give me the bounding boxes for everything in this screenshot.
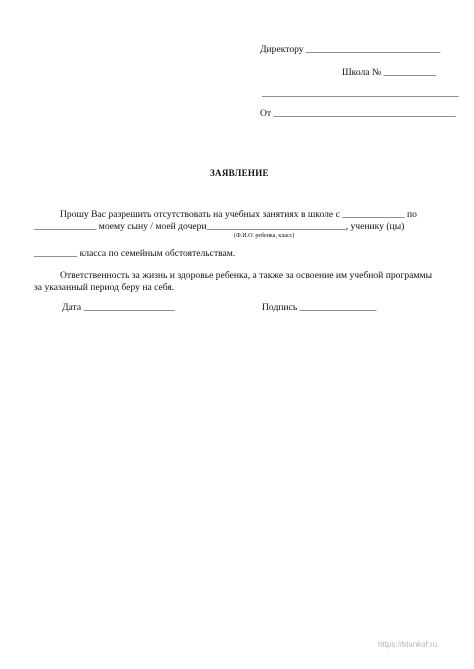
school-line: Школа № ___________ xyxy=(342,67,437,78)
body-line-4: Ответственность за жизнь и здоровье ребенка, а также за освоение им учебной программы xyxy=(60,270,433,281)
body-line-5: за указанный период беру на себя. xyxy=(34,282,175,293)
body-line-2: _____________ моему сыну / моей дочери_____________________________, ученику (цы) xyxy=(34,221,405,232)
watermark: https://blankof.ru xyxy=(378,640,438,649)
document-title: ЗАЯВЛЕНИЕ xyxy=(210,168,269,178)
from-line: От ______________________________________ xyxy=(260,108,456,119)
signature-field: Подпись ________________ xyxy=(262,302,377,313)
body-line-3: _________ класса по семейным обстоятельствам. xyxy=(34,248,236,259)
director-line: Директору ____________________________ xyxy=(260,44,441,55)
date-field: Дата ___________________ xyxy=(62,302,175,313)
body-line-1: Прошу Вас разрешить отсутствовать на учебных занятиях в школе с _____________ по xyxy=(60,209,417,220)
blank-line: _________________________________________ xyxy=(262,88,459,99)
child-name-caption: (Ф.И.О. ребенка, класс) xyxy=(234,233,295,239)
